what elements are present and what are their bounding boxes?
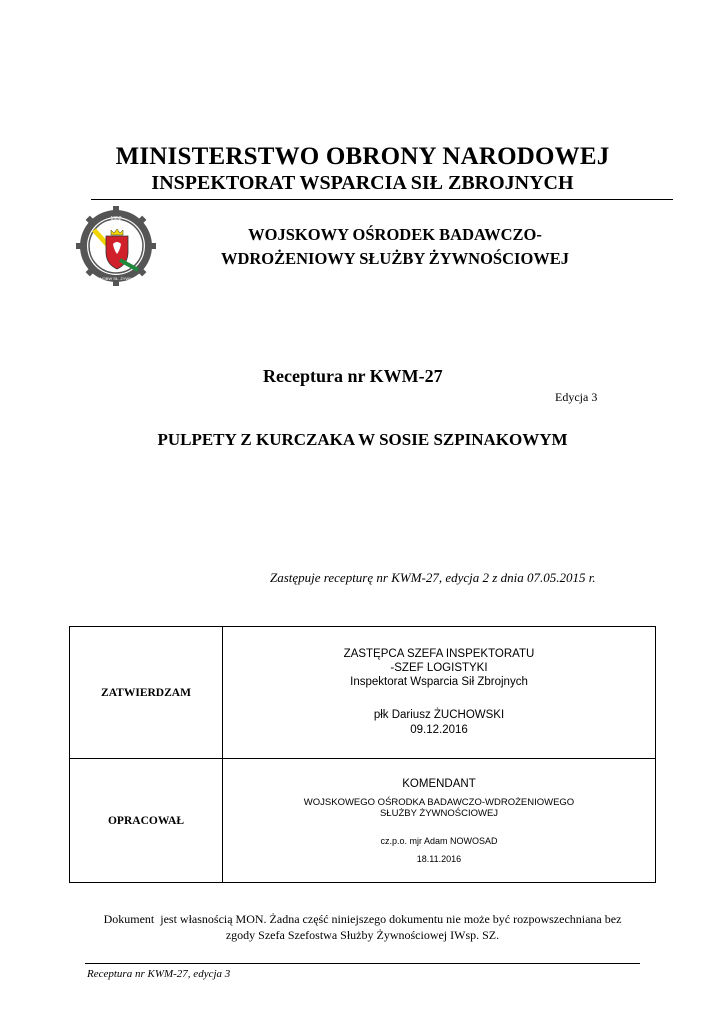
prepared-line1: KOMENDANT [402, 778, 476, 790]
prepared-line3: SŁUŻBY ŻYWNOŚCIOWEJ [379, 808, 499, 819]
inspectorate-title: INSPEKTORAT WSPARCIA SIŁ ZBROJNYCH [151, 172, 574, 194]
edition-label: Edycja 3 [555, 390, 598, 404]
approved-line3: Inspektorat Wsparcia Sił Zbrojnych [350, 676, 528, 688]
approved-line2: -SZEF LOGISTYKI [390, 662, 488, 674]
approved-line1: ZASTĘPCA SZEFA INSPEKTORATU [343, 648, 535, 660]
prepared-label: OPRACOWAŁ [70, 759, 223, 882]
approved-date: 09.12.2016 [410, 724, 468, 736]
ministry-title: MINISTERSTWO OBRONY NARODOWEJ [115, 143, 610, 170]
prepared-date: 18.11.2016 [416, 854, 462, 864]
footer-rule [85, 963, 640, 964]
header-rule [91, 199, 673, 200]
approved-details [223, 627, 655, 758]
center-name-line2: WDROŻENIOWY SŁUŻBY ŻYWNOŚCIOWEJ [220, 249, 570, 268]
emblem-year: 1952 [110, 216, 122, 222]
dish-title: PULPETY Z KURCZAKA W SOSIE SZPINAKOWYM [157, 430, 568, 449]
approved-person: płk Dariusz ŻUCHOWSKI [373, 709, 505, 721]
emblem-logo [76, 206, 156, 286]
emblem-ring-text: WOBW SŁ. ŻYWN. [98, 276, 134, 281]
running-footer: Receptura nr KWM-27, edycja 3 [87, 968, 231, 980]
prepared-person: cz.p.o. mjr Adam NOWOSAD [380, 836, 498, 846]
research-center-name [185, 223, 605, 271]
prepared-line2: WOJSKOWEGO OŚRODKA BADAWCZO-WDROŻENIOWEGO [303, 797, 575, 808]
prepared-row [70, 759, 655, 882]
center-name-line1: WOJSKOWY OŚRODEK BADAWCZO- [248, 225, 542, 244]
ownership-notice-line1: Dokument jest własnością MON. Żadna część niniejszego dokumentu nie może być rozpowszechniana bez [103, 912, 622, 926]
approval-table [69, 626, 656, 883]
replaces-note: Zastępuje recepturę nr KWM-27, edycja 2 z dnia 07.05.2015 r. [270, 570, 596, 585]
approved-row [70, 627, 655, 759]
recipe-number: Receptura nr KWM-27 [263, 366, 443, 386]
ownership-notice-line2: zgody Szefa Szefostwa Służby Żywnościowej IWsp. SZ. [225, 928, 500, 942]
ownership-notice [0, 911, 725, 943]
prepared-details [223, 759, 655, 882]
approved-label: ZATWIERDZAM [70, 627, 223, 758]
